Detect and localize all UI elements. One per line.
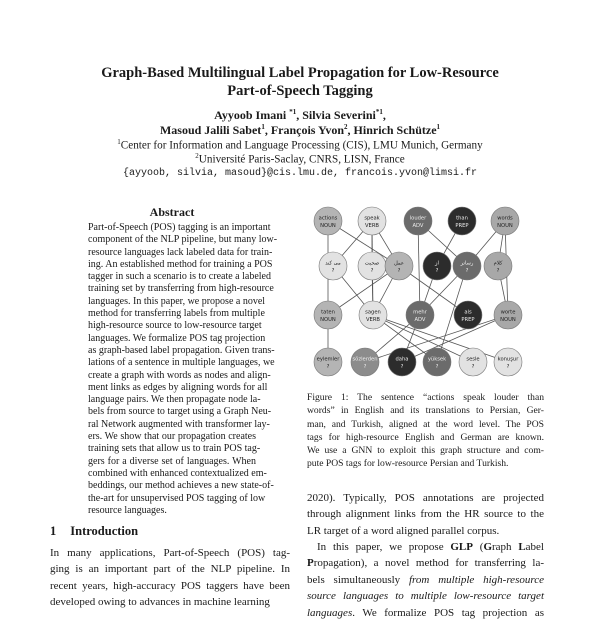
- node-tag: ?: [506, 364, 510, 370]
- graph-node-taten: [314, 301, 342, 329]
- intro-heading: [50, 524, 138, 539]
- text-line: high-resource source to low-resource target: [88, 320, 262, 332]
- text-line: training sets that allow us to train POS tag-: [88, 443, 261, 455]
- node-word: می کند: [325, 260, 341, 267]
- node-word: words: [497, 215, 513, 222]
- text-line: component of the NLP pipeline, but many low-: [88, 234, 278, 246]
- author-sep: ,: [382, 108, 386, 122]
- graph-node-speak: [358, 207, 386, 235]
- node-tag: ?: [400, 364, 404, 370]
- text-line: developed owing to advances in machine learning: [50, 596, 270, 609]
- node-tag: NOUN: [497, 223, 513, 229]
- text-segment: GLP: [450, 541, 473, 553]
- node-word: speak: [364, 215, 380, 222]
- text-line: recent years, high-accuracy POS taggers have been: [50, 579, 290, 592]
- author-name: , Hinrich Schütze: [347, 123, 437, 137]
- author-name: Masoud Jalili Sabet: [159, 123, 262, 137]
- text-segment: bels simultaneously: [307, 573, 409, 586]
- text-line: ral Network augmented with transformer lay-: [88, 418, 270, 430]
- text-line: We use a GNN to exploit this graph structure and com-: [307, 445, 544, 457]
- node-tag: ?: [496, 268, 500, 274]
- author-name: , Silvia Severini: [296, 108, 376, 122]
- text-segment: In this paper, we propose: [317, 541, 451, 553]
- affiliation-sup: 2: [195, 152, 199, 160]
- node-tag: PREP: [461, 317, 475, 323]
- text-line: languages. In this paper, we propose a novel: [88, 295, 266, 307]
- text-segment: source languages to multiple low-resource target: [307, 590, 544, 603]
- node-tag: ?: [363, 364, 367, 370]
- graph-node-fa3: [385, 252, 413, 280]
- section-number: 1: [50, 524, 57, 538]
- text-line: method for transferring labels from multiple: [88, 308, 265, 320]
- node-tag: ?: [397, 268, 401, 274]
- paper-title-line-2: Part-of-Speech Tagging: [227, 83, 373, 99]
- text-line: [307, 555, 544, 571]
- node-word: louder: [409, 215, 427, 222]
- text-segment: raph: [492, 541, 519, 553]
- node-tag: NOUN: [320, 317, 336, 323]
- node-tag: NOUN: [500, 317, 516, 323]
- figure-1-caption: [307, 391, 544, 471]
- text-line: resource languages lack labeled data for train-: [88, 246, 273, 258]
- node-tag: NOUN: [320, 223, 336, 229]
- node-tag: ADV: [414, 317, 426, 323]
- text-segment: abel: [525, 541, 544, 553]
- graph-node-eylemler: [314, 348, 342, 376]
- node-tag: ?: [370, 268, 374, 274]
- graph-node-fa4: [423, 252, 451, 280]
- node-tag: ?: [326, 364, 330, 370]
- graph-node-als: [454, 301, 482, 329]
- text-line: 2020). Typically, POS annotations are projected: [307, 492, 544, 504]
- text-line: lations of a sentence in multiple languages, we: [88, 357, 275, 369]
- authors-line-2: [0, 123, 600, 138]
- node-tag: ?: [331, 268, 335, 274]
- affiliation-2: [0, 152, 600, 166]
- node-tag: VERB: [366, 317, 380, 323]
- node-word: worte: [500, 309, 516, 316]
- text-line: [307, 605, 544, 621]
- author-sup: 1: [261, 123, 265, 131]
- node-word: sesle: [466, 356, 480, 363]
- text-line: In many applications, Part-of-Speech (POS) tag-: [50, 547, 290, 559]
- node-tag: ?: [435, 364, 439, 370]
- text-line: resource languages.: [88, 504, 167, 516]
- text-segment: ropagation), a novel method for transferring la-: [313, 557, 544, 570]
- graph-node-daha: [388, 348, 416, 376]
- text-line: man, and Turkish, aligned at the word level. The POS: [307, 418, 544, 430]
- text-segment: (: [472, 541, 484, 553]
- node-word: sözlerden: [352, 356, 378, 363]
- graph-node-words: [491, 207, 519, 235]
- abstract-text: [88, 222, 278, 517]
- text-segment: L: [518, 541, 526, 553]
- text-line: the-art for unsupervised POS tagging of low: [88, 492, 266, 504]
- node-word: sagen: [365, 309, 381, 316]
- graph-node-than: [448, 207, 476, 235]
- text-line: ers. We show that our propagation creates: [88, 431, 256, 443]
- graph-node-yuksek: [423, 348, 451, 376]
- text-segment: languages: [307, 606, 353, 619]
- node-word: actions: [318, 215, 338, 222]
- author-sup: *1: [375, 108, 383, 116]
- intro-text: [50, 545, 290, 611]
- author-name: Ayyoob Imani: [214, 108, 290, 122]
- node-word: از: [435, 260, 439, 267]
- right-paragraph-2: [307, 539, 544, 621]
- node-tag: ?: [471, 364, 475, 370]
- graph-node-fa6: [484, 252, 512, 280]
- text-line: words” in English and its translations to Persian, Ger-: [307, 405, 544, 417]
- affiliation-text: Université Paris-Saclay, CNRS, LISN, France: [198, 153, 405, 166]
- author-name: , François Yvon: [264, 123, 345, 137]
- text-line: tags for high-resource English and German are known.: [307, 431, 544, 443]
- text-line: Figure 1: The sentence “actions speak louder than: [307, 392, 544, 403]
- text-segment: . We formalize POS tag projection as: [352, 606, 544, 619]
- text-line: tagger in such a scenario is to create a labeled: [88, 271, 271, 283]
- graph-node-sesle: [459, 348, 487, 376]
- graph-node-sozlerden: [351, 348, 379, 376]
- text-line: as graph-based label propagation. Given trans-: [88, 344, 275, 356]
- text-line: gers for a diverse set of languages. When: [88, 455, 256, 467]
- node-word: eylemler: [316, 356, 340, 363]
- text-line: LR target of a word aligned parallel corpus.: [307, 524, 500, 537]
- graph-node-sagen: [359, 301, 387, 329]
- node-word: کلام: [493, 260, 503, 267]
- text-line: training set by transferring from high-resource: [88, 283, 274, 295]
- author-sup: 1: [436, 123, 441, 131]
- text-line: ment links as edges by aligning words for all: [88, 381, 268, 393]
- paper-title-line-1: Graph-Based Multilingual Label Propagation for Low-Resource: [101, 65, 499, 81]
- text-segment: from multiple high-resource: [409, 573, 544, 586]
- text-line: languages. We formalize POS tag projection: [88, 332, 266, 344]
- author-sup: 2: [344, 123, 348, 131]
- affiliation-1: [0, 138, 600, 152]
- text-line: [307, 572, 544, 588]
- graph-node-fa5: [453, 252, 481, 280]
- graph-node-fa2: [358, 252, 386, 280]
- node-tag: ?: [465, 268, 469, 274]
- node-word: taten: [321, 309, 335, 316]
- text-segment: P: [307, 557, 314, 570]
- text-line: ing. An established method for training a POS: [88, 258, 273, 270]
- graph-node-mehr: [406, 301, 434, 329]
- text-line: bels from source to target using a Graph Neu-: [88, 406, 272, 418]
- text-line: ging is an important part of the NLP pipeline. In: [50, 563, 290, 576]
- text-segment: G: [483, 541, 492, 553]
- section-title: Introduction: [70, 524, 139, 538]
- node-tag: VERB: [365, 223, 379, 229]
- node-word: konuşur: [497, 356, 519, 363]
- authors-line-1: [0, 108, 600, 123]
- text-line: pute POS tags for low-resource Persian and Turkish.: [307, 458, 509, 470]
- node-tag: ?: [435, 268, 439, 274]
- affiliation-text: Center for Information and Language Processing (CIS), LMU Munich, Germany: [120, 139, 483, 152]
- text-line: Part-of-Speech (POS) tagging is an important: [88, 222, 271, 233]
- graph-node-fa1: [319, 252, 347, 280]
- text-line: combined with enhanced contextualized em-: [88, 467, 267, 479]
- right-paragraph-1: [307, 490, 544, 539]
- text-line: create a graph with words as nodes and align-: [88, 369, 271, 381]
- affiliation-sup: 1: [117, 138, 121, 146]
- node-word: صحبت: [364, 260, 380, 267]
- node-word: als: [464, 309, 472, 316]
- figure-1-graph: [305, 203, 545, 383]
- graph-node-konusur: [494, 348, 522, 376]
- node-word: than: [456, 215, 468, 222]
- text-line: through alignment links from the HR source to the: [307, 508, 544, 521]
- node-word: yüksek: [427, 356, 447, 363]
- text-line: language pairs. We then propagate node la-: [88, 394, 261, 406]
- node-word: mehr: [413, 309, 427, 316]
- graph-node-actions: [314, 207, 342, 235]
- text-line: [307, 539, 544, 555]
- node-word: رساتر: [460, 260, 474, 267]
- author-sup: *1: [289, 108, 297, 116]
- text-line: [307, 588, 544, 604]
- graph-node-louder: [404, 207, 432, 235]
- node-word: daha: [395, 356, 409, 363]
- graph-node-worte: [494, 301, 522, 329]
- author-emails: {ayyoob, silvia, masoud}@cis.lmu.de, francois.yvon@limsi.fr: [122, 168, 478, 179]
- node-tag: ADV: [412, 223, 424, 229]
- node-tag: PREP: [455, 223, 469, 229]
- abstract-heading: Abstract: [149, 205, 195, 219]
- node-word: عمل: [393, 260, 405, 267]
- text-line: beddings, our method achieves a new state-of-: [88, 480, 274, 492]
